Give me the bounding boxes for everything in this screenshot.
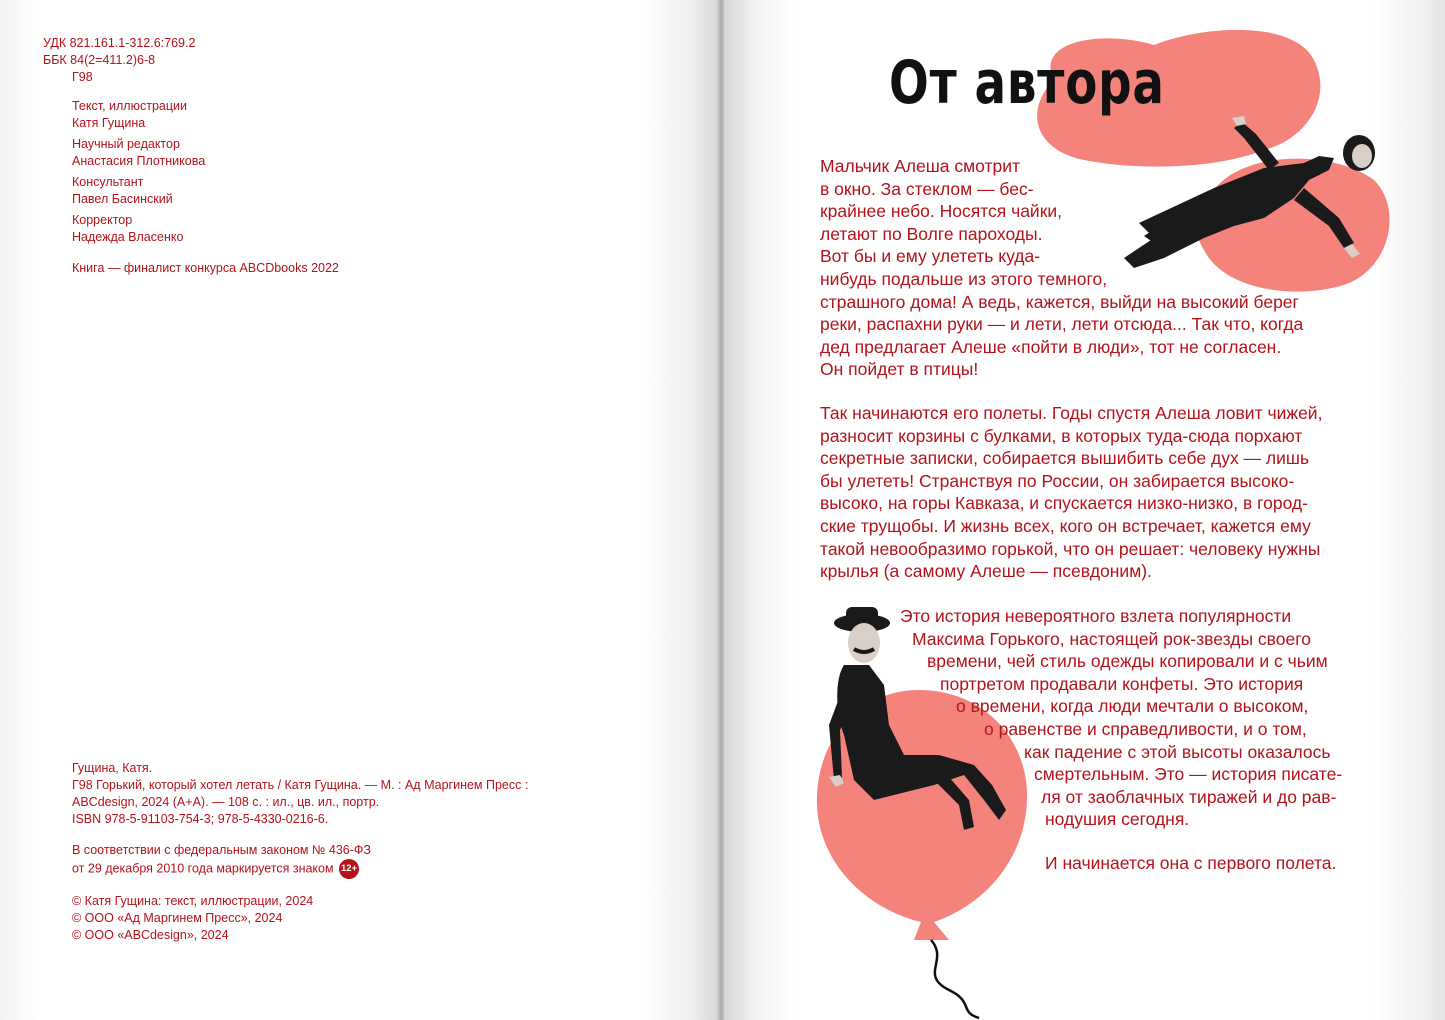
page-title: От автора (889, 48, 1165, 118)
credit-name: Павел Басинский (72, 192, 173, 206)
text-line: о времени, когда люди мечтали о высоком, (956, 696, 1309, 717)
credit-role: Текст, иллюстрации (72, 99, 187, 113)
text-line: в окно. За стеклом — бес- (820, 178, 1034, 199)
text-line: Так начинаются его полеты. Годы спустя Алеша ловит чижей, (820, 403, 1323, 423)
catalog-line: Г98 Горький, который хотел летать / Катя Гущина. — М. : Ад Маргинем Пресс : (72, 778, 529, 792)
text-line: портретом продавали конфеты. Это история (940, 673, 1304, 694)
text-line: нодушия сегодня. (1045, 809, 1190, 830)
text-line: Он пойдет в птицы! (820, 359, 979, 380)
text-line: о равенстве и справедливости, и о том, (984, 718, 1307, 739)
text-line: страшного дома! А ведь, кажется, выйди на высокий берег (820, 291, 1299, 312)
text-line: такой невообразимо горькой, что он решает: человеку нужны (820, 538, 1321, 559)
left-page (0, 0, 718, 1020)
paragraph-3 (900, 605, 1342, 831)
text-line: Мальчик Алеша смотрит (820, 156, 1020, 176)
paragraph-2 (820, 402, 1322, 583)
copyright-line: © Катя Гущина: текст, иллюстрации, 2024 (72, 894, 314, 908)
text-line: реки, распахни руки — и лети, лети отсюда... Так что, когда (820, 314, 1304, 335)
law-line: от 29 декабря 2010 года маркируется знаком (72, 861, 334, 876)
text-line: секретные записки, собирается вышибить себе дух — лишь (820, 448, 1310, 469)
imprint-bottom (72, 760, 528, 944)
law-line: В соответствии с федеральным законом № 436-ФЗ (72, 843, 371, 857)
catalog-line: ABCdesign, 2024 (А+А). — 108 с. : ил., цв. ил., портр. (72, 795, 380, 809)
udk-code: УДК 821.161.1-312.6:769.2 (43, 36, 196, 50)
text-line: нибудь подальше из этого темного, (820, 268, 1108, 289)
contest-note: Книга — финалист конкурса ABCDbooks 2022 (72, 261, 339, 275)
catalog-line: ISBN 978-5-91103-754-3; 978-5-4330-0216-6. (72, 812, 329, 826)
paragraph-1 (820, 155, 1303, 381)
law-line-with-badge (72, 859, 528, 879)
text-line: крылья (а самому Алеше — псевдоним). (820, 561, 1152, 582)
credit-role: Консультант (72, 175, 144, 189)
closing-line: И начинается она с первого полета. (1045, 853, 1337, 873)
text-line: летают по Волге пароходы. (820, 223, 1043, 244)
imprint-top (43, 35, 339, 277)
text-line: высоко, на горы Кавказа, и спускается низко-низко, в город- (820, 493, 1308, 514)
right-page (724, 0, 1445, 1020)
credit-name: Катя Гущина (72, 116, 146, 130)
copyright-line: © ООО «ABCdesign», 2024 (72, 928, 229, 942)
catalog-line: Гущина, Катя. (72, 761, 153, 775)
text-line: Это история невероятного взлета популярности (900, 606, 1292, 626)
text-line: бы улететь! Странствуя по России, он забирается высоко- (820, 470, 1295, 491)
credit-name: Надежда Власенко (72, 230, 184, 244)
text-line: Вот бы и ему улететь куда- (820, 246, 1041, 267)
text-line: ские трущобы. И жизнь всех, кого он встречает, кажется ему (820, 515, 1311, 536)
bbk-code: ББК 84(2=411.2)6-8 (43, 53, 156, 67)
text-line: дед предлагает Алеше «пойти в люди», тот не согласен. (820, 336, 1282, 357)
text-line: смертельным. Это — история писате- (1034, 764, 1343, 785)
copyright-line: © ООО «Ад Маргинем Пресс», 2024 (72, 911, 283, 925)
credit-role: Корректор (72, 213, 133, 227)
author-code: Г98 (72, 70, 93, 84)
credit-name: Анастасия Плотникова (72, 154, 206, 168)
credit-role: Научный редактор (72, 137, 180, 151)
text-line: крайнее небо. Носятся чайки, (820, 201, 1062, 222)
age-rating-badge: 12+ (339, 859, 359, 879)
text-line: как падение с этой высоты оказалось (1024, 741, 1331, 762)
text-line: времени, чей стиль одежды копировали и с чьим (927, 651, 1328, 672)
text-line: разносит корзины с булками, в которых туда-сюда порхают (820, 425, 1303, 446)
text-line: ля от заоблачных тиражей и до рав- (1041, 786, 1337, 807)
text-line: Максима Горького, настоящей рок-звезды своего (912, 628, 1311, 649)
